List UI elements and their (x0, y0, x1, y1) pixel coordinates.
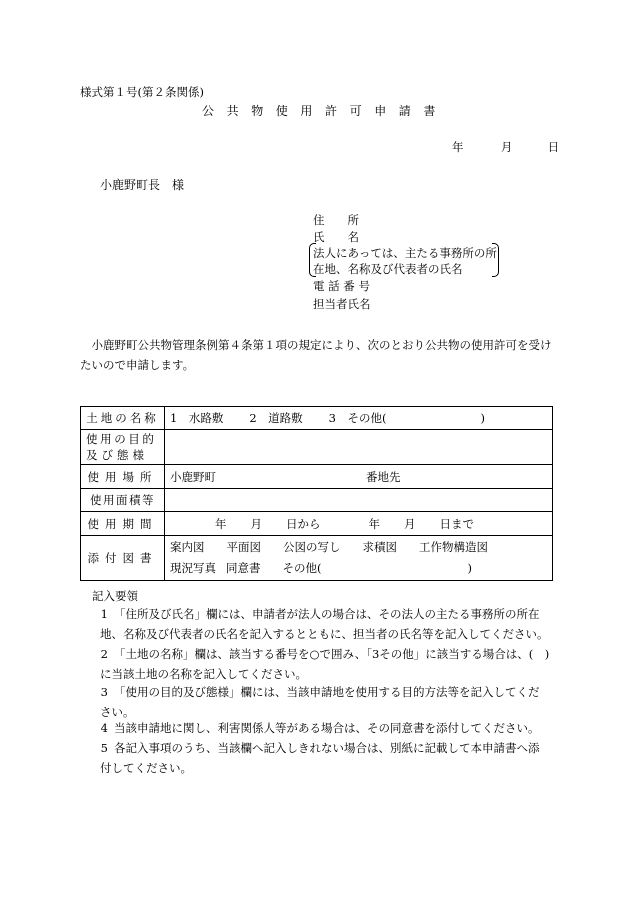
attach-close: ) (467, 561, 472, 575)
application-table (80, 406, 553, 581)
attach-item: 案内図 (170, 540, 205, 554)
land-option-1: 1 水路敷 (170, 411, 224, 425)
row-area (81, 489, 553, 512)
corp-note-line1: 法人にあっては、主たる事務所の所 (313, 246, 497, 260)
phone-label: 電 話 番 号 (313, 279, 370, 293)
period-from-month: 月 (250, 516, 262, 531)
period-to-day: 日まで (439, 516, 474, 531)
attach-item: 平面図 (226, 540, 261, 554)
note-text: 「住所及び氏名」欄には、申請者が法人の場合は、その法人の主たる事務所の所在 (114, 607, 540, 621)
notes-title: 記入要領 (92, 589, 138, 603)
document-title: 公共物使用許可申請書 (202, 104, 449, 118)
form-number: 様式第１号(第２条関係) (80, 85, 204, 99)
attach-item: 公図の写し (283, 540, 341, 554)
period-label: 使用期間 (81, 512, 165, 536)
note-number: 5 (100, 741, 108, 755)
attach-item: 現況写真 (170, 561, 216, 575)
note-text-cont: 付してください。 (100, 761, 192, 775)
row-purpose (81, 430, 553, 465)
row-location (81, 465, 553, 489)
row-period (81, 512, 553, 536)
note-text-cont: に当該土地の名称を記入してください。 (100, 667, 307, 681)
period-to-month: 月 (404, 516, 416, 531)
area-label: 使用面積等 (81, 489, 165, 512)
period-from-year: 年 (215, 516, 227, 531)
note-item (90, 718, 560, 738)
note-text: 各記入事項のうち、当該欄へ記入しきれない場合は、別紙に記載して本申請書へ添 (114, 741, 540, 755)
period-from-day: 日から (286, 516, 321, 531)
note-text: 「使用の目的及び態様」欄には、当該申請地を使用する目的方法等を記入してくだ (114, 685, 540, 699)
purpose-label-line2: 及び態様 (86, 448, 148, 462)
note-text: 「土地の名称」欄は、該当する番号を○で囲み、「3その他」に該当する場合は、( ) (114, 647, 550, 661)
location-suffix: 番地先 (366, 469, 401, 484)
note-number: 4 (100, 721, 108, 735)
attach-item: 工作物構造図 (419, 540, 488, 554)
row-attachments (81, 536, 553, 581)
note-text-cont: 地、名称及び代表者の氏名を記入するとともに、担当者の氏名等を記入してください。 (100, 627, 549, 641)
corp-note-line2: 在地、名称及び代表者の氏名 (313, 262, 463, 276)
note-item (90, 682, 560, 722)
addressee: 小鹿野町長 様 (100, 178, 185, 192)
location-value[interactable] (165, 465, 553, 489)
intro-paragraph: 小鹿野町公共物管理条例第４条第１項の規定により、次のとおり公共物の使用許可を受けたいので申請します。 (80, 338, 552, 372)
row-land-name (81, 407, 553, 430)
purpose-value[interactable] (165, 430, 553, 465)
attach-item: その他( (282, 561, 322, 575)
land-option-2: 2 道路敷 (249, 411, 303, 425)
land-option-close: ) (480, 411, 485, 425)
note-text: 当該申請地に関し、利害関係人等がある場合は、その同意書を添付してください。 (114, 721, 540, 735)
date-year: 年 (452, 140, 464, 154)
attachments-label: 添付図書 (81, 536, 165, 581)
attach-item: 求積図 (362, 540, 397, 554)
note-number: 1 (100, 607, 108, 621)
address-label: 住 所 (313, 213, 359, 227)
note-number: 2 (100, 647, 108, 661)
attach-item: 同意書 (226, 561, 261, 575)
date-month: 月 (500, 140, 513, 154)
land-name-label: 土地の名称 (81, 407, 165, 430)
note-item (90, 604, 560, 644)
period-value[interactable] (165, 512, 553, 536)
purpose-label (81, 430, 165, 465)
note-item (90, 738, 560, 778)
attachments-row1 (170, 537, 552, 558)
note-text-cont: さい。 (100, 705, 135, 719)
note-item (90, 644, 560, 684)
land-option-3: 3 その他( (328, 411, 387, 425)
attachments-value[interactable] (165, 536, 553, 581)
location-label: 使用場所 (81, 465, 165, 489)
attachments-row2 (170, 558, 552, 579)
date-line (452, 139, 559, 155)
contact-label: 担当者氏名 (313, 297, 371, 311)
land-name-value[interactable] (165, 407, 553, 430)
location-town: 小鹿野町 (170, 469, 216, 484)
purpose-label-line1: 使用の目的 (86, 432, 157, 446)
period-to-year: 年 (368, 516, 380, 531)
note-number: 3 (100, 685, 108, 699)
name-label: 氏 名 (313, 230, 359, 244)
date-day: 日 (547, 140, 560, 154)
area-value[interactable] (165, 489, 553, 512)
